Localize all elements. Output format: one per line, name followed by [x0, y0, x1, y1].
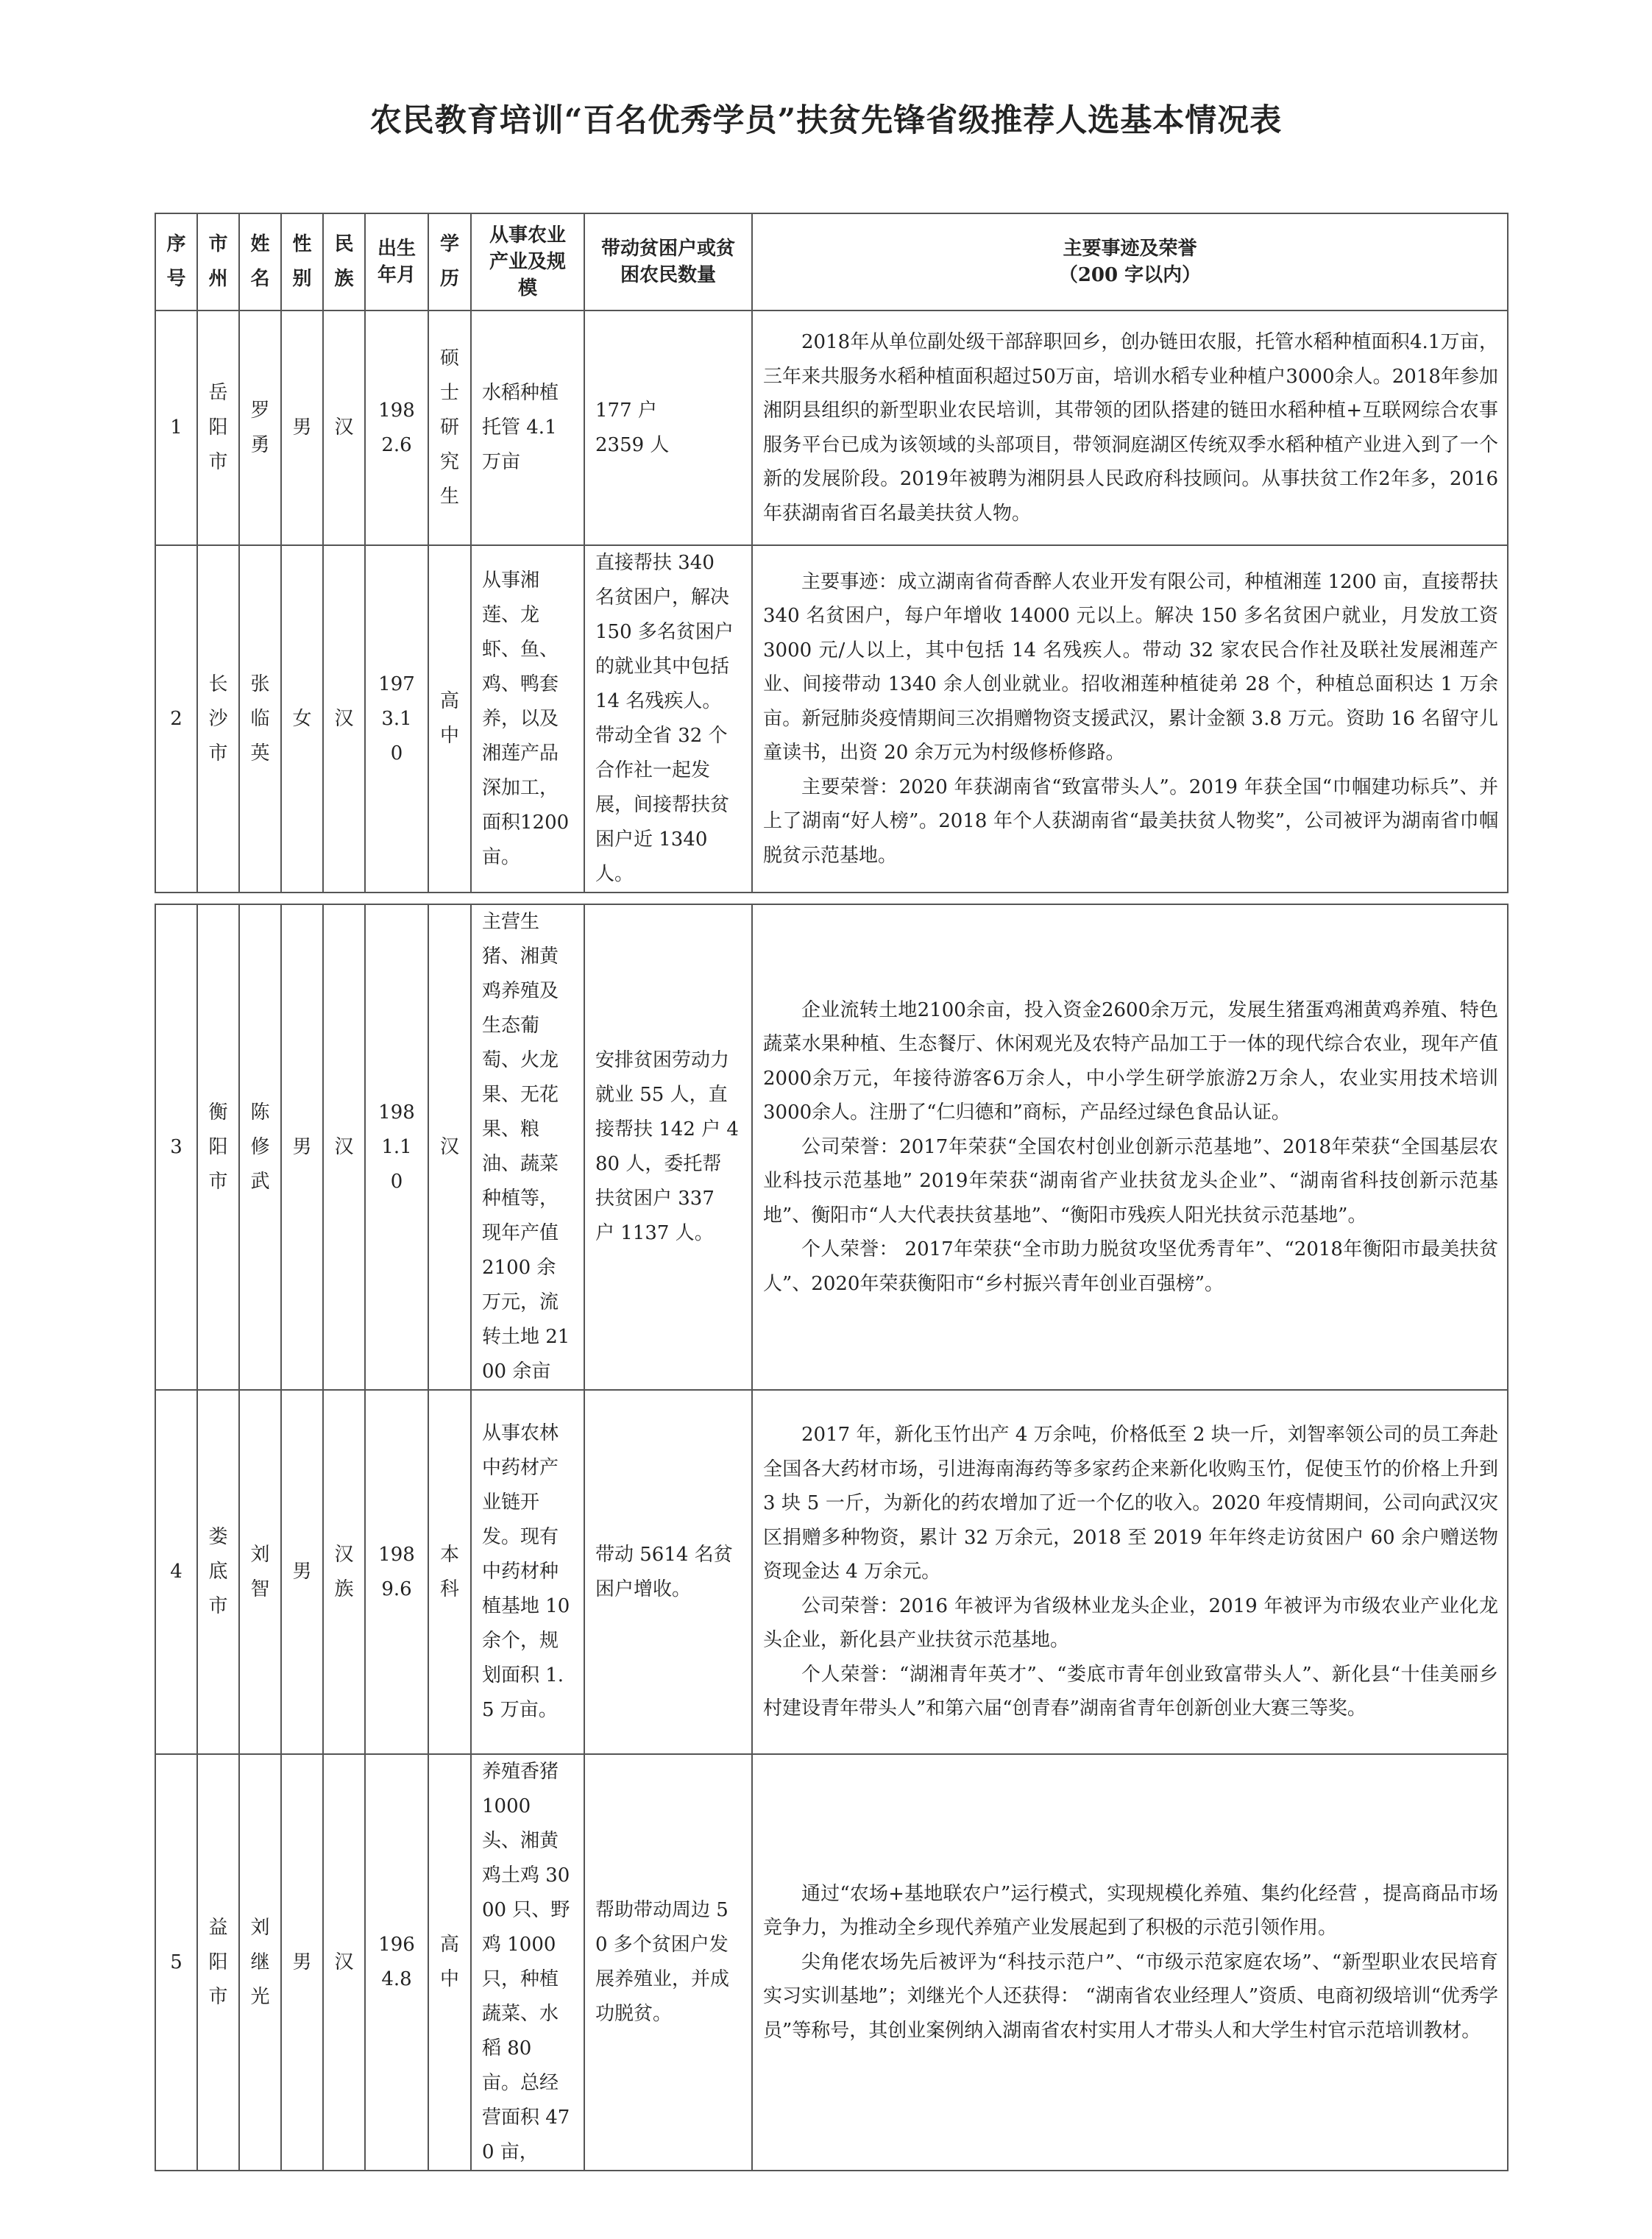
- cell-ethnicity: 汉: [323, 1754, 365, 2171]
- cell-gender: 男: [281, 311, 323, 545]
- cell-ethnicity: 汉: [323, 311, 365, 545]
- header-birth: 出生年月: [365, 213, 428, 311]
- cell-industry: 水稻种植托管 4.1 万亩: [471, 311, 584, 545]
- cell-name: 刘继光: [239, 1754, 281, 2171]
- cell-gender: 男: [281, 904, 323, 1390]
- cell-industry: 从事湘莲、龙虾、鱼、鸡、鸭套养，以及湘莲产品深加工，面积1200亩。: [471, 545, 584, 893]
- cell-ethnicity: 汉族: [323, 1390, 365, 1754]
- cell-birth: 1973.10: [365, 545, 428, 893]
- cell-poverty: 帮助带动周边 50 多个贫困户发展养殖业，并成功脱贫。: [584, 1754, 752, 2171]
- info-table-part-2: [155, 904, 1509, 1391]
- header-gender: 性别: [281, 213, 323, 311]
- deeds-paragraph: 个人荣誉： 2017年荣获“全市助力脱贫攻坚优秀青年”、“2018年衡阳市最美扶贫人”、2020年荣获衡阳市“乡村振兴青年创业百强榜”。: [763, 1238, 1498, 1295]
- cell-no: 4: [155, 1390, 197, 1754]
- cell-no: 2: [155, 545, 197, 893]
- deeds-paragraph: 企业流转土地2100余亩，投入资金2600余万元，发展生猪蛋鸡湘黄鸡养殖、特色蔬菜水果种植、生态餐厅、休闲观光及农特产品加工于一体的现代综合农业，现年产值2000余万元，年接待游客6万余人，中小学生研学旅游2万余人，农业实用技术培训3000余人。注册了“仁归德和”商标，产品经过绿色食品认证。: [763, 998, 1498, 1124]
- deeds-paragraph: 公司荣誉：2016 年被评为省级林业龙头企业，2019 年被评为市级农业产业化龙头企业，新化县产业扶贫示范基地。: [763, 1594, 1498, 1652]
- deeds-paragraph: 公司荣誉：2017年荣获“全国农村创业创新示范基地”、2018年荣获“全国基层农业科技示范基地” 2019年荣获“湖南省产业扶贫龙头企业”、“湖南省科技创新示范基地”、衡阳市“人大代表扶贫基地”、“衡阳市残疾人阳光扶贫示范基地”。: [763, 1135, 1498, 1227]
- cell-gender: 男: [281, 1390, 323, 1754]
- cell-education: 高中: [428, 1754, 471, 2171]
- cell-gender: 女: [281, 545, 323, 893]
- cell-birth: 1964.8: [365, 1754, 428, 2171]
- page-title: 农民教育培训“百名优秀学员”扶贫先锋省级推荐人选基本情况表: [369, 102, 1283, 139]
- cell-poverty-people: 2359 人: [595, 433, 670, 456]
- info-table-part-3: [155, 1389, 1509, 2171]
- deeds-paragraph: 2017 年，新化玉竹出产 4 万余吨，价格低至 2 块一斤，刘智率领公司的员工奔赴全国各大药材市场，引进海南海药等多家药企来新化收购玉竹，促使玉竹的价格上升到 3 块 5 一斤，为新化的药农增加了近一个亿的收入。2020 年疫情期间，公司向武汉灾区捐赠多种物资，累计 32 万余元，2018 至 2019 年年终走访贫困户 60 余户赠送物资现金达 4 万余元。: [763, 1424, 1498, 1583]
- cell-deeds: [752, 904, 1508, 1390]
- deeds-paragraph: 主要事迹：成立湖南省荷香醉人农业开发有限公司，种植湘莲 1200 亩，直接帮扶 340 名贫困户，每户年增收 14000 元以上。解决 150 多名贫困户就业，月发放工资 3000 元/人以上，其中包括 14 名残疾人。带动 32 家农民合作社及联社发展湘莲产业、间接带动 1340 余人创业就业。招收湘莲种植徒弟 28 个，种植总面积达 1 万余亩。新冠肺炎疫情期间三次捐赠物资支援武汉，累计金额 3.8 万元。资助 16 名留守儿童读书，出资 20 余万元为村级修桥修路。: [763, 570, 1498, 764]
- cell-poverty: 带动 5614 名贫困户增收。: [584, 1390, 752, 1754]
- cell-name: 罗勇: [239, 311, 281, 545]
- header-poverty: 带动贫困户或贫困农民数量: [584, 213, 752, 311]
- table-row: [155, 1754, 1508, 2171]
- cell-education: 高中: [428, 545, 471, 893]
- cell-birth: 1982.6: [365, 311, 428, 545]
- cell-poverty: 安排贫困劳动力就业 55 人，直接帮扶 142 户 480 人，委托帮扶贫困户 337 户 1137 人。: [584, 904, 752, 1390]
- cell-poverty: 直接帮扶 340 名贫困户，解决 150 多名贫困户的就业其中包括 14 名残疾人。带动全省 32 个合作社一起发展，间接帮扶贫困户近 1340 人。: [584, 545, 752, 893]
- cell-name: 陈修武: [239, 904, 281, 1390]
- cell-poverty: [584, 311, 752, 545]
- cell-industry: 养殖香猪 1000 头、湘黄鸡土鸡 3000 只、野鸡 1000 只，种植蔬菜、水稻 80 亩。总经营面积 470 亩，: [471, 1754, 584, 2171]
- cell-city: 益阳市: [197, 1754, 239, 2171]
- cell-industry: 主营生猪、湘黄鸡养殖及生态葡萄、火龙果、无花果、粮油、蔬菜种植等，现年产值 2100 余万元，流转土地 2100 余亩: [471, 904, 584, 1390]
- header-deeds-title: 主要事迹及荣誉: [1063, 238, 1197, 260]
- deeds-paragraph: 个人荣誉：“湖湘青年英才”、“娄底市青年创业致富带头人”、新化县“十佳美丽乡村建设青年带头人”和第六届“创青春”湖南省青年创新创业大赛三等奖。: [763, 1663, 1498, 1720]
- cell-city: 岳阳市: [197, 311, 239, 545]
- cell-education: 汉: [428, 904, 471, 1390]
- table-row: [155, 1390, 1508, 1754]
- cell-birth: 1981.10: [365, 904, 428, 1390]
- header-deeds: [752, 213, 1508, 311]
- cell-city: 长沙市: [197, 545, 239, 893]
- deeds-paragraph: 尖角佬农场先后被评为“科技示范户”、“市级示范家庭农场”、“新型职业农民培育实习实训基地”；刘继光个人还获得： “湖南省农业经理人”资质、电商初级培训“优秀学员”等称号，其创业案例纳入湖南省农村实用人才带头人和大学生村官示范培训教材。: [763, 1951, 1498, 2042]
- cell-deeds: [752, 311, 1508, 545]
- cell-ethnicity: 汉: [323, 545, 365, 893]
- cell-education: 本科: [428, 1390, 471, 1754]
- cell-city: 娄底市: [197, 1390, 239, 1754]
- deeds-paragraph: 通过“农场+基地联农户”运行模式，实现规模化养殖、集约化经营 ，提高商品市场竞争力，为推动全乡现代养殖产业发展起到了积极的示范引领作用。: [763, 1882, 1498, 1940]
- header-deeds-limit: （200 字以内）: [1058, 264, 1202, 286]
- cell-name: 张临英: [239, 545, 281, 893]
- table-header-row: [155, 213, 1508, 311]
- cell-industry: 从事农林中药材产业链开发。现有中药材种植基地 10 余个，规划面积 1.5 万亩。: [471, 1390, 584, 1754]
- header-no: 序号: [155, 213, 197, 311]
- cell-deeds: [752, 1390, 1508, 1754]
- cell-no: 5: [155, 1754, 197, 2171]
- cell-ethnicity: 汉: [323, 904, 365, 1390]
- info-table-part-1: [155, 213, 1509, 893]
- cell-education: 硕士研究生: [428, 311, 471, 545]
- cell-birth: 1989.6: [365, 1390, 428, 1754]
- header-city: 市州: [197, 213, 239, 311]
- header-education: 学历: [428, 213, 471, 311]
- cell-deeds: [752, 1754, 1508, 2171]
- header-industry: 从事农业产业及规模: [471, 213, 584, 311]
- cell-no: 3: [155, 904, 197, 1390]
- table-row: [155, 311, 1508, 545]
- deeds-paragraph: 2018年从单位副处级干部辞职回乡，创办链田农服，托管水稻种植面积4.1万亩，三年来共服务水稻种植面积超过50万亩，培训水稻专业种植户3000余人。2018年参加湘阴县组织的新型职业农民培训，其带领的团队搭建的链田水稻种植+互联网综合农事服务平台已成为该领域的头部项目，带领洞庭湖区传统双季水稻种植产业进入到了一个新的发展阶段。2019年被聘为湘阴县人民政府科技顾问。从事扶贫工作2年多，2016年获湖南省百名最美扶贫人物。: [763, 331, 1498, 525]
- table-row: [155, 904, 1508, 1390]
- cell-no: 1: [155, 311, 197, 545]
- cell-city: 衡阳市: [197, 904, 239, 1390]
- header-name: 姓名: [239, 213, 281, 311]
- cell-name: 刘智: [239, 1390, 281, 1754]
- cell-deeds: [752, 545, 1508, 893]
- table-row: [155, 545, 1508, 893]
- cell-poverty-households: 177 户: [595, 399, 657, 422]
- deeds-paragraph: 主要荣誉：2020 年获湖南省“致富带头人”。2019 年获全国“巾帼建功标兵”、并上了湖南“好人榜”。2018 年个人获湖南省“最美扶贫人物奖”，公司被评为湖南省巾帼脱贫示范基地。: [763, 776, 1498, 867]
- cell-gender: 男: [281, 1754, 323, 2171]
- header-ethnicity: 民族: [323, 213, 365, 311]
